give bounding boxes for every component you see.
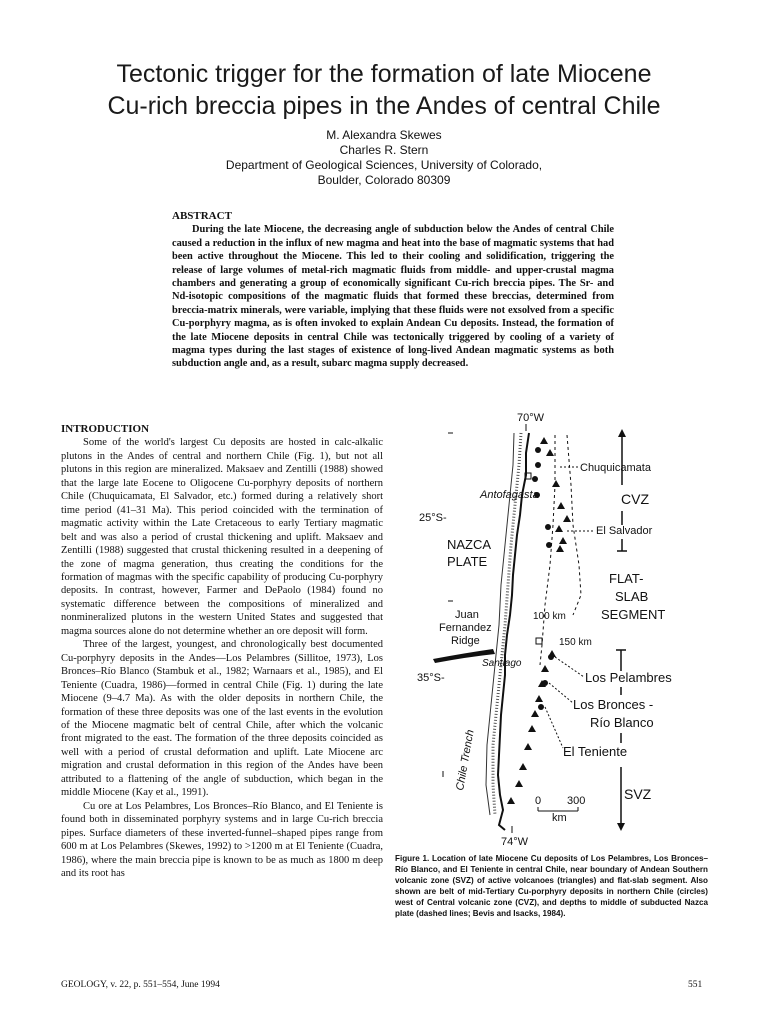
label-cvz: CVZ	[621, 491, 649, 507]
label-el-teniente: El Teniente	[563, 744, 628, 759]
leader-el-teniente	[545, 707, 563, 748]
leader-los-pelambres	[555, 657, 584, 677]
scale-label-300: 300	[567, 795, 586, 807]
introduction-heading: INTRODUCTION	[61, 423, 150, 435]
svz-arrow-head	[617, 823, 625, 831]
title-line-2: Cu-rich breccia pipes in the Andes of central Chile	[107, 92, 661, 120]
label-flat: FLAT-	[609, 571, 644, 586]
affiliation-line-1: Department of Geological Sciences, University of Colorado,	[225, 158, 543, 172]
intro-paragraph-1: Some of the world's largest Cu deposits are hosted in calc-alkalic plutons in the Andes of central and northern Chile (Fig. 1), but not all plutons in this region are mineralized. Maksaev and Zentilli (1988) showed that the large late Eocene to Oligocene Cu-porphyry deposits of northern Chile (Chuquicamata, El Salvador, etc.) formed during a relatively short time period (41–31 Ma). This period coincided with the termination of magmatic activity within the Late Cretaceous to early Tertiary magmatic belt and was also a period of crustal thickening and uplift. Maksaev and Zentilli (1988) suggested that crustal thickening resulted in a deepening of the zone of magma generation, thus creating the conditions for the formation of magmas with the specific capability of producing Cu-porphyry deposits. In contrast, however, Farmer and DePaolo (1984) found no systematic difference between the compositions of mineralized and nonmineralized plutons in the western United States and suggested that magma sources alone do not determine whether an ore deposit will form.	[61, 437, 383, 637]
label-nazca: NAZCA	[447, 537, 492, 552]
leader-los-bronces	[549, 683, 573, 703]
label-antofagasta: Antofagasta	[480, 489, 539, 501]
santiago-square	[536, 638, 542, 644]
label-svz: SVZ	[624, 786, 652, 802]
deposit-circle	[545, 524, 551, 530]
label-74w: 74°W	[501, 836, 529, 848]
label-100km: 100 km	[533, 611, 566, 622]
page-number: 551	[688, 980, 703, 990]
scale-label-km: km	[552, 812, 567, 824]
label-fernandez: Fernandez	[439, 622, 492, 634]
label-plate: PLATE	[447, 554, 488, 569]
intro-paragraph-3: Cu ore at Los Pelambres, Los Bronces–Río Blanco, and El Teniente is found both in disseminated porphyry systems and in large Cu-rich breccia pipes. Surface diameters of these inverted-funnel–shaped pipes range from 600 m at Los Pelambres (Skewes, 1992) to >1200 m at El Teniente (Cuadra, 1986), where the main breccia pipe is known to be as much as 1800 m deep and its root has	[61, 800, 383, 879]
deposit-circle	[546, 542, 552, 548]
journal-footer: GEOLOGY, v. 22, p. 551–554, June 1994	[61, 980, 220, 990]
deposit-el-teniente	[538, 704, 544, 710]
intro-paragraph-2: Three of the largest, youngest, and chronologically best documented Cu-porphyry deposits in the Andes—Los Pelambres (Sillitoe, 1973), Los Bronces–Río Blanco (Stambuk et al., 1982; Warnaars et al., 1985), and El Teniente (Cuadra, 1986)—formed in central Chile (Fig. 1) during the late Miocene (9–4.7 Ma). As with the older deposits in northern Chile, the formation of these three deposits was one of the last events in the evolution of the Miocene magmatic belt of central Chile, after which the volcanic front migrated to the east. The formation of the three deposits coincided as well with a period of crustal deformation and uplift. Late Miocene arc migration and crustal deformation in this region of the Andes have been attributed to a flattening of the angle of subduction, which began in the middle Miocene (Kay et al., 1991).	[61, 639, 383, 799]
depth-contour-100	[540, 435, 555, 665]
depth-contour-150	[567, 435, 581, 615]
label-los-bronces: Los Bronces -	[573, 697, 654, 712]
label-santiago: Santiago	[482, 658, 522, 669]
figure-caption: Figure 1. Location of late Miocene Cu deposits of Los Pelambres, Los Bronces–Río Blanco, and El Teniente in central Chile, near boundary of Andean Southern volcanic zone (SVZ) of active volcanoes (triangles) and flat-slab segment. Also shown are belt of mid-Tertiary Cu-porphyry deposits in northern Chile (circles) west of Central volcanic zone (CVZ), and depths to middle of subducted Nazca plate (dashed lines; Bevis and Isacks, 1984).	[395, 854, 708, 919]
figure-1-map	[395, 405, 708, 850]
label-70w: 70°W	[517, 412, 545, 424]
label-ridge: Ridge	[451, 635, 480, 647]
abstract-heading: ABSTRACT	[172, 210, 232, 222]
author-block	[180, 128, 588, 188]
author-2: Charles R. Stern	[339, 143, 429, 157]
title-line-1: Tectonic trigger for the formation of late Miocene	[116, 60, 652, 88]
deposit-los-pelambres	[548, 654, 554, 660]
label-35s: 35°S-	[417, 672, 445, 684]
cvz-arrow-head	[618, 429, 626, 437]
abstract-text: During the late Miocene, the decreasing angle of subduction below the Andes of central Chile caused a reduction in the influx of new magma and heat into the base of magmatic systems that had been active throughout the Miocene. This led to their cooling and solidification, triggering the release of large volumes of metal-rich magmatic fluids from middle- and upper-crustal magma chambers and generating a group of economically significant Cu-rich breccia pipes. The Sr- and Nd-isotopic compositions of the magmatic fluids that formed these breccias, determined from breccia-matrix minerals, were variable, implying that these fluids were not exsolved from a specific Cu-porphyry magma, as is often invoked to explain Andean Cu deposits. Instead, the formation of the late Miocene deposits in central Chile was tectonically triggered by cooling of a variety of magma types during the last stages of existence of long-lived Andean magmatic systems as both subduction angle and, as a result, subarc magma supply decreased.	[172, 224, 614, 370]
label-el-salvador: El Salvador	[596, 525, 653, 537]
author-1: M. Alexandra Skewes	[326, 128, 442, 142]
label-150km: 150 km	[559, 637, 592, 648]
label-25s: 25°S-	[419, 512, 447, 524]
deposit-circle	[532, 476, 538, 482]
deposit-circle	[535, 447, 541, 453]
scale-label-0: 0	[535, 795, 542, 807]
label-slab: SLAB	[615, 589, 649, 604]
label-segment: SEGMENT	[601, 607, 666, 622]
label-los-pelambres: Los Pelambres	[585, 670, 672, 685]
abstract	[172, 210, 614, 371]
label-rio-blanco: Río Blanco	[590, 715, 654, 730]
introduction-column	[61, 423, 383, 880]
paper-title	[60, 58, 708, 122]
affiliation-line-2: Boulder, Colorado 80309	[317, 173, 451, 187]
deposit-los-bronces	[542, 680, 548, 686]
label-juan: Juan	[455, 609, 479, 621]
label-chile-trench: Chile Trench	[454, 728, 477, 792]
label-chuquicamata: Chuquicamata	[580, 462, 651, 474]
deposit-circle	[535, 462, 541, 468]
